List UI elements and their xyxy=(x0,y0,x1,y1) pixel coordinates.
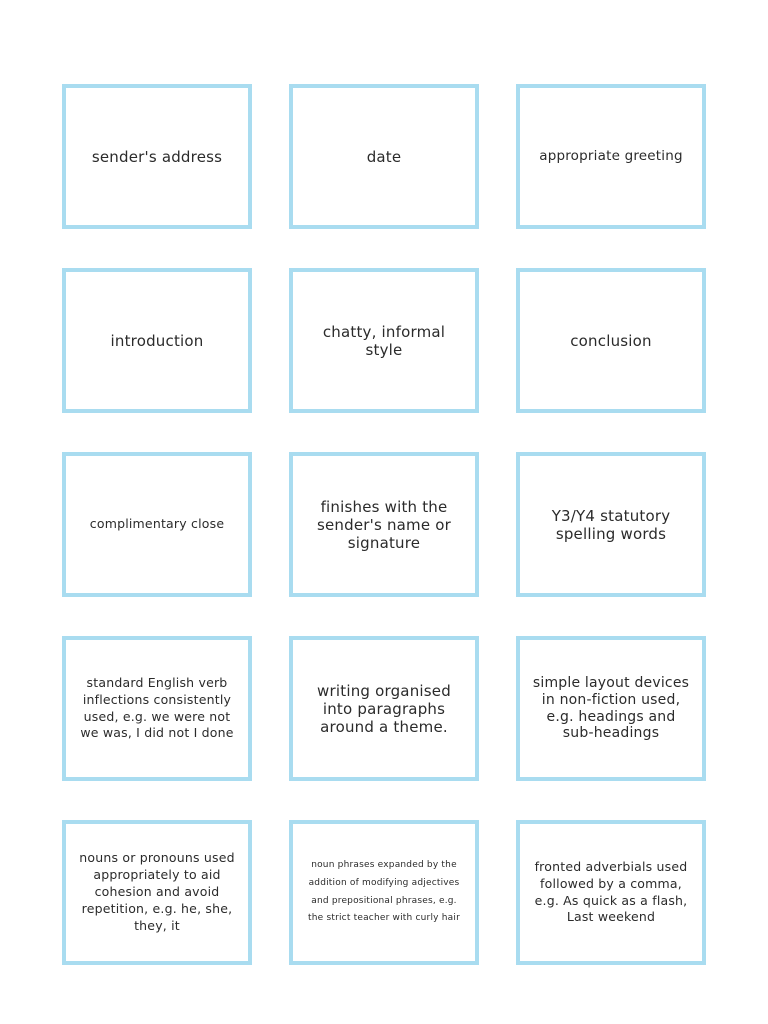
card-label: fronted adverbials used followed by a comma, e.g. As quick as a flash, Last weekend xyxy=(534,858,688,925)
card-simple-layout-devices xyxy=(516,636,706,781)
card-chatty-informal-style xyxy=(289,268,479,413)
card-statutory-spelling-words xyxy=(516,452,706,597)
card-appropriate-greeting xyxy=(516,84,706,229)
card-fronted-adverbials xyxy=(516,820,706,965)
card-label: chatty, informal style xyxy=(322,322,446,359)
card-label: appropriate greeting xyxy=(539,148,683,165)
card-sheet xyxy=(62,84,706,965)
card-label: conclusion xyxy=(570,331,652,350)
card-senders-address xyxy=(62,84,252,229)
card-label: standard English verb inflections consistently used, e.g. we were not we was, I did not I done xyxy=(80,674,234,741)
card-label: sender's address xyxy=(91,147,223,166)
card-label: complimentary close xyxy=(89,516,225,532)
card-noun-phrases-expanded xyxy=(289,820,479,965)
card-label: date xyxy=(366,147,402,166)
card-label: simple layout devices in non-fiction used, e.g. headings and sub-headings xyxy=(532,674,690,742)
card-label: introduction xyxy=(110,331,204,350)
card-nouns-or-pronouns xyxy=(62,820,252,965)
card-verb-inflections xyxy=(62,636,252,781)
card-writing-organised-paragraphs xyxy=(289,636,479,781)
card-date xyxy=(289,84,479,229)
card-label: writing organised into paragraphs around a theme. xyxy=(317,681,451,736)
card-introduction xyxy=(62,268,252,413)
card-finishes-with-name xyxy=(289,452,479,597)
card-label: nouns or pronouns used appropriately to aid cohesion and avoid repetition, e.g. he, she, they, it xyxy=(79,850,235,933)
card-label: noun phrases expanded by the addition of modifying adjectives and prepositional phrases, e.g. the strict teacher with curly hair xyxy=(308,860,460,924)
card-complimentary-close xyxy=(62,452,252,597)
card-label: Y3/Y4 statutory spelling words xyxy=(551,506,671,543)
card-conclusion xyxy=(516,268,706,413)
card-label: finishes with the sender's name or signature xyxy=(316,497,452,552)
